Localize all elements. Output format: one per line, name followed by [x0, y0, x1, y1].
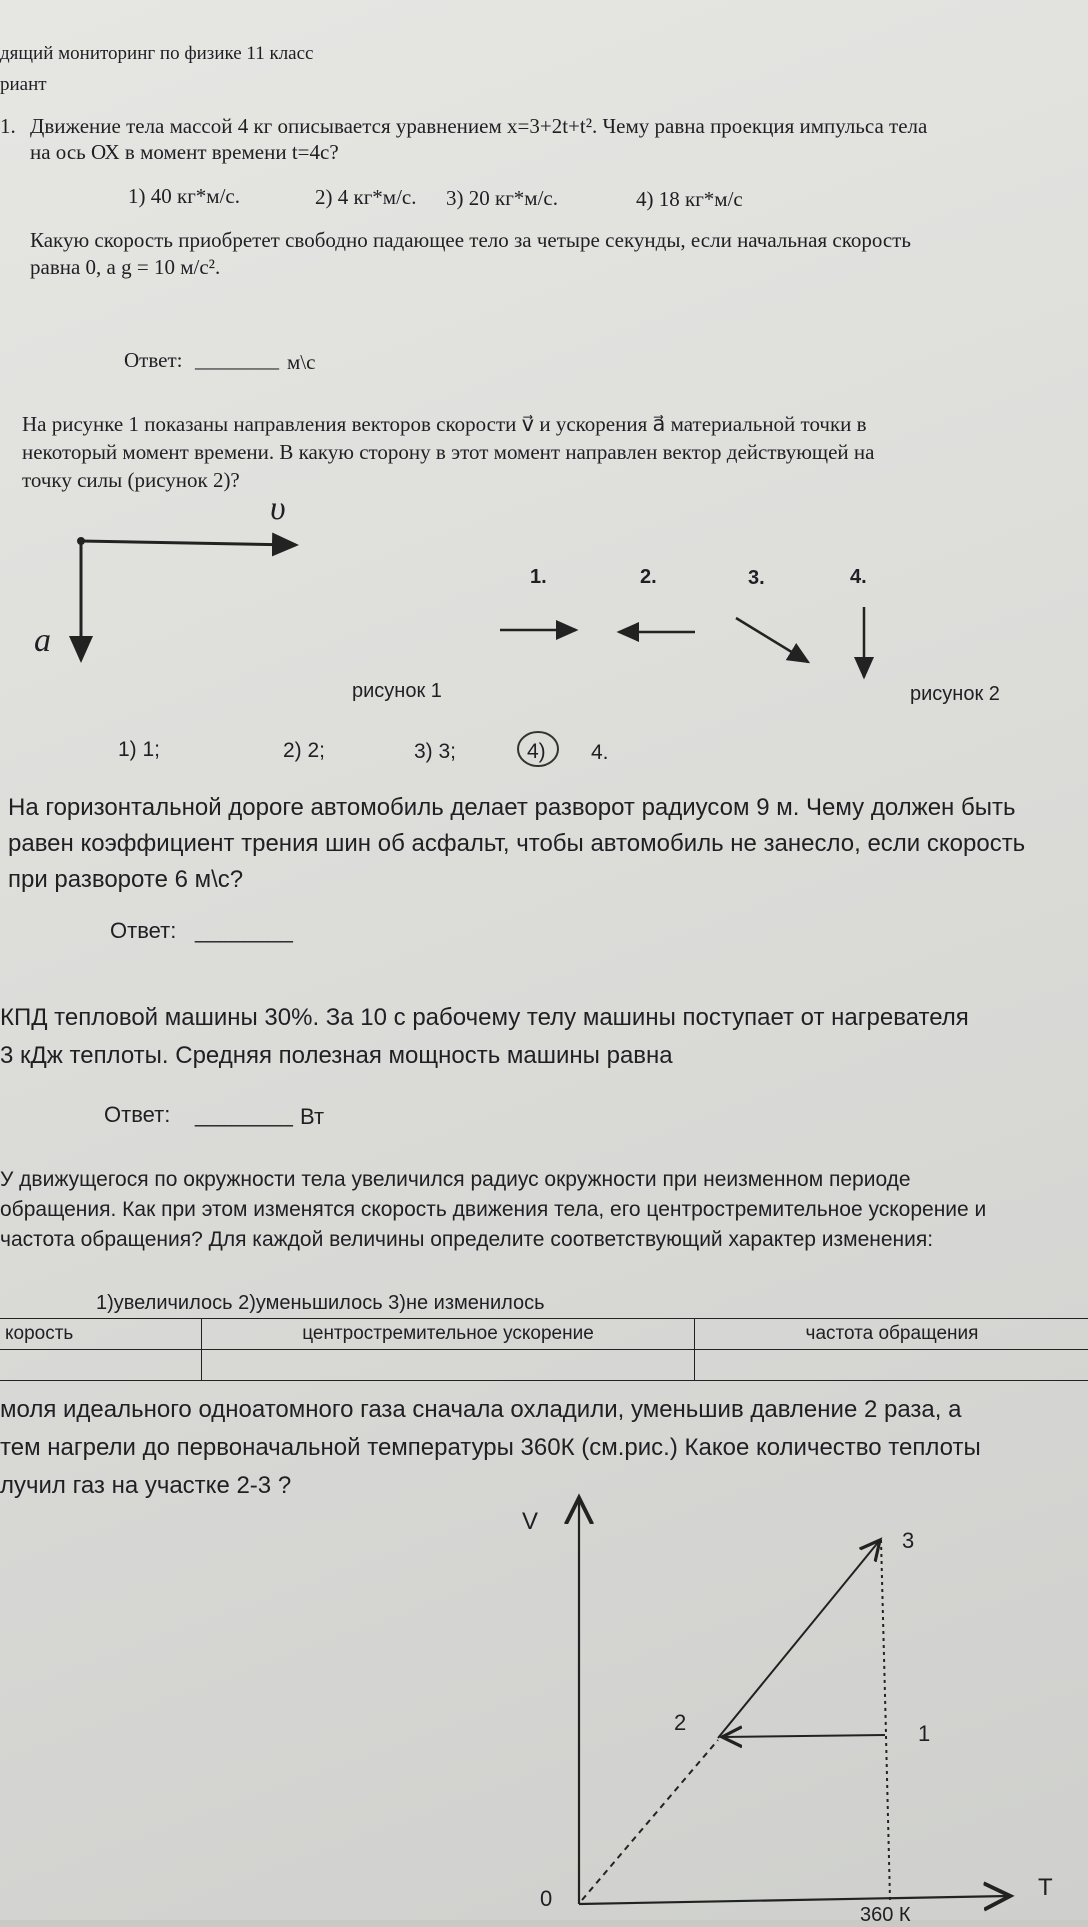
process-3-1-dotted	[881, 1540, 886, 1734]
graph-point-3: 3	[902, 1528, 914, 1554]
table-header-frequency: частота обращения	[695, 1319, 1088, 1350]
q3-line2: некоторый момент времени. В какую сторону в этот момент направлен вектор действующей на	[22, 438, 874, 467]
q5-line1: КПД тепловой машины 30%. За 10 с рабочему телу машины поступает от нагревателя	[0, 1000, 969, 1036]
answer-cell-acceleration[interactable]	[202, 1350, 695, 1381]
graph-v-label: V	[522, 1508, 538, 1536]
header-variant: риант	[0, 74, 47, 96]
q4-answer-label: Ответ:	[110, 918, 176, 944]
graph-point-2: 2	[674, 1710, 686, 1736]
q1-line2: на ось ОХ в момент времени t=4c?	[30, 138, 339, 167]
q1-option-3: 3) 20 кг*м/с.	[446, 184, 558, 213]
table-header-speed: корость	[0, 1319, 202, 1350]
isobar-extension-dashed	[582, 1740, 718, 1900]
q2-line2: равна 0, а g = 10 м/с².	[30, 253, 220, 282]
q6-legend: 1)увеличилось 2)уменьшилось 3)не изменилось	[96, 1292, 545, 1315]
q4-line3: при развороте 6 м\с?	[8, 862, 243, 898]
t-axis	[579, 1896, 1008, 1904]
q3-option-4-value: 4.	[591, 738, 609, 767]
graph-origin-label: 0	[540, 1886, 552, 1912]
q2-line1: Какую скорость приобретет свободно падающее тело за четыре секунды, если начальная скорость	[30, 226, 911, 255]
fig2-label-2: 2.	[640, 566, 657, 589]
graph-temperature-label: 360 К	[860, 1904, 911, 1927]
answer-cell-frequency[interactable]	[695, 1350, 1088, 1381]
q2-answer-label: Ответ:	[124, 346, 182, 375]
q6-line1: У движущегося по окружности тела увеличился радиус окружности при неизменном периоде	[0, 1168, 911, 1192]
vt-graph	[500, 1480, 1060, 1920]
q3-line1: На рисунке 1 показаны направления векторов скорости v⃗ и ускорения a⃗ материальной точки в	[22, 410, 867, 439]
q6-line2: обращения. Как при этом изменятся скорость движения тела, его центростремительное ускорение и	[0, 1198, 986, 1222]
process-2-3	[718, 1540, 880, 1738]
fig2-label-3: 3.	[748, 567, 765, 590]
q3-line3: точку силы (рисунок 2)?	[22, 466, 240, 495]
velocity-label: υ⃗	[270, 490, 312, 528]
q5-answer-unit: Вт	[300, 1104, 324, 1130]
q4-answer-blank: ________	[195, 918, 293, 944]
q7-line2: тем нагрели до первоначальной температуры 360К (см.рис.) Какое количество теплоты	[0, 1430, 981, 1466]
q1-number: 1.	[0, 112, 16, 141]
q5-line2: 3 кДж теплоты. Средняя полезная мощность машины равна	[0, 1038, 673, 1074]
q4-line1: На горизонтальной дороге автомобиль делает разворот радиусом 9 м. Чему должен быть	[8, 790, 1015, 826]
q3-option-3: 3) 3;	[414, 737, 456, 766]
q1-option-2: 2) 4 кг*м/с.	[315, 183, 417, 212]
figure-2	[490, 605, 890, 685]
selected-answer-circle	[514, 728, 564, 770]
fig2-label-4: 4.	[850, 566, 867, 589]
figure-1-caption: рисунок 1	[352, 680, 442, 703]
process-1-2	[722, 1735, 885, 1737]
q1-option-4: 4) 18 кг*м/с	[636, 185, 743, 214]
direction-arrow-3	[736, 618, 808, 662]
velocity-vector	[81, 541, 296, 545]
q1-line1: Движение тела массой 4 кг описывается уравнением x=3+2t+t². Чему равна проекция импульса тела	[30, 112, 927, 141]
q2-answer-unit: м\с	[287, 348, 315, 377]
q5-answer-label: Ответ:	[104, 1102, 170, 1128]
acceleration-label: a⃗	[34, 622, 77, 660]
q3-option-1: 1) 1;	[118, 735, 160, 764]
table-header-acceleration: центростремительное ускорение	[202, 1319, 695, 1350]
answer-cell-speed[interactable]	[0, 1350, 202, 1381]
q7-line1: моля идеального одноатомного газа сначала охладили, уменьшив давление 2 раза, а	[0, 1392, 961, 1428]
q7-line3: лучил газ на участке 2-3 ?	[0, 1468, 291, 1504]
figure-2-caption: рисунок 2	[910, 683, 1000, 706]
temperature-drop-line	[886, 1736, 890, 1900]
q3-option-2: 2) 2;	[283, 736, 325, 765]
q6-line3: частота обращения? Для каждой величины определите соответствующий характер изменения:	[0, 1228, 933, 1252]
fig2-label-1: 1.	[530, 566, 547, 589]
q4-line2: равен коэффициент трения шин об асфальт, чтобы автомобиль не занесло, если скорость	[8, 826, 1025, 862]
q3-option-4: 4)	[527, 737, 546, 766]
graph-t-label: T	[1038, 1874, 1053, 1902]
q2-answer-blank: ________	[195, 346, 279, 375]
q1-option-1: 1) 40 кг*м/с.	[128, 182, 240, 211]
graph-point-1: 1	[918, 1721, 930, 1747]
q5-answer-blank: ________	[195, 1102, 293, 1128]
header-title: дящий мониторинг по физике 11 класс	[0, 43, 313, 65]
answer-table	[0, 1318, 1088, 1381]
